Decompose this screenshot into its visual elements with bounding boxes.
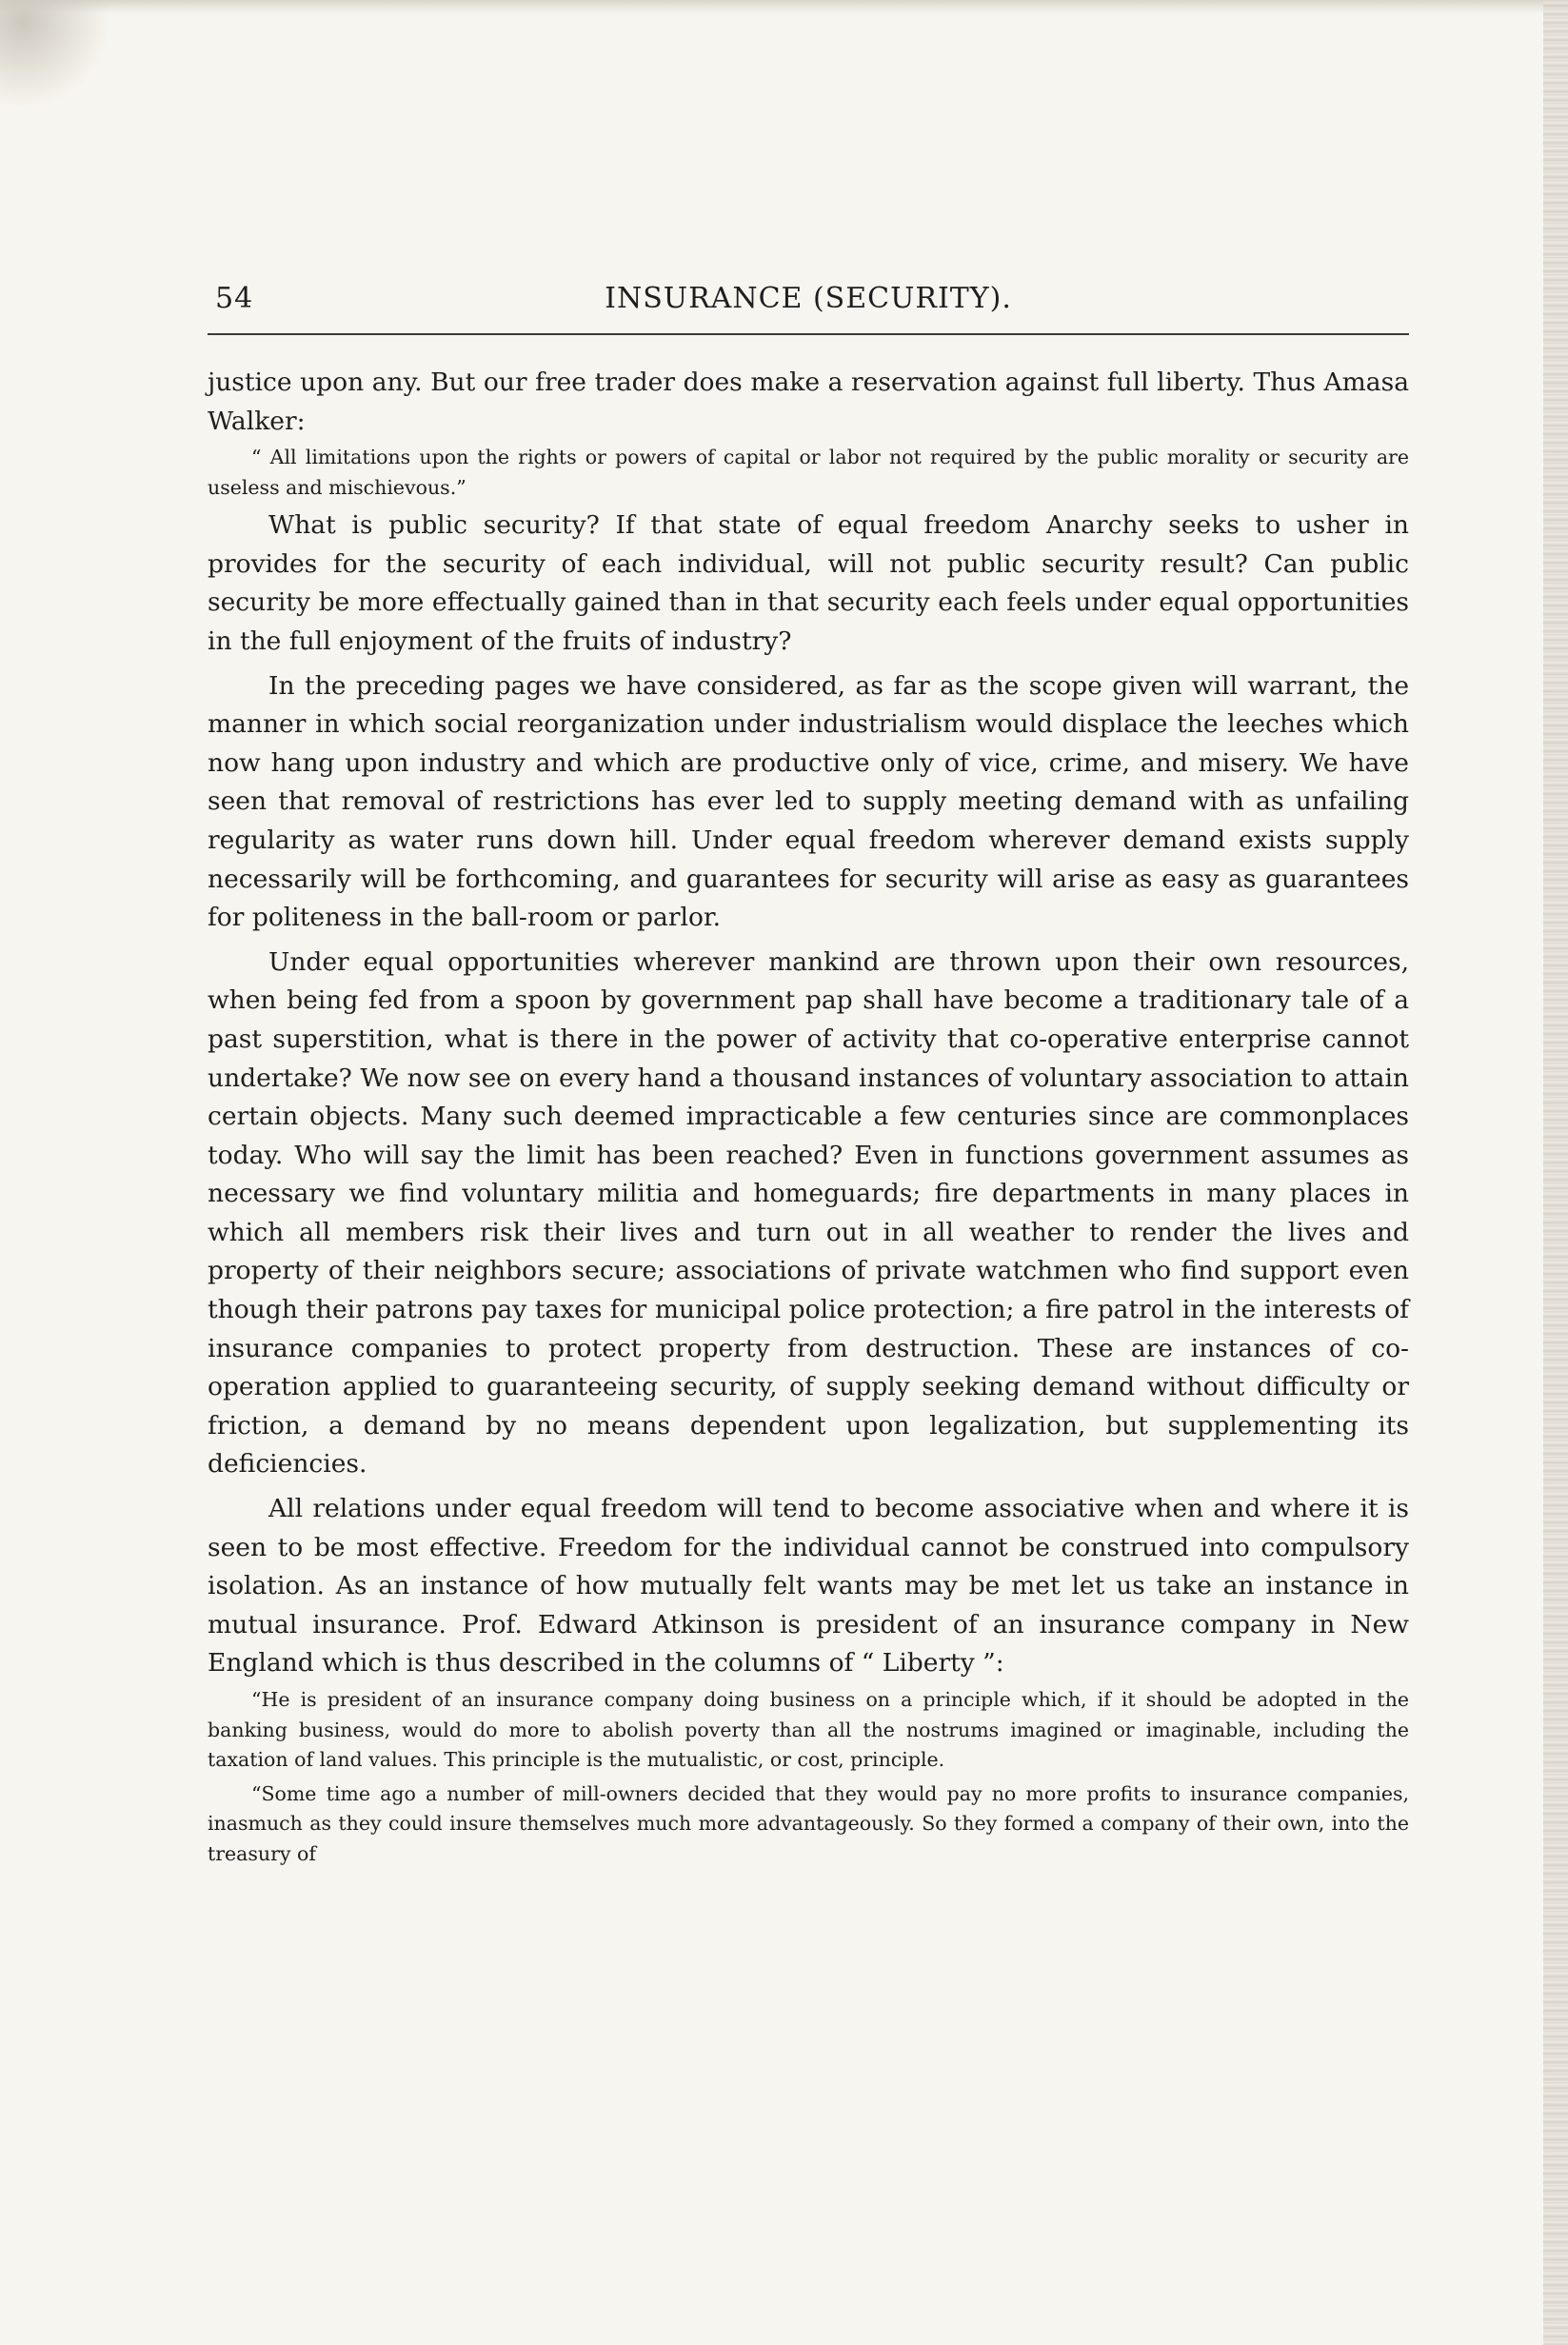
paragraph-equal-opportunities: Under equal opportunities wherever mankind are thrown upon their own resources, when being fed from a spoon by government pap shall have become a traditionary tale of a past superstition, what is there in the power of activity that co-operative enterprise cannot undertake? We now see on every hand a thousand instances of voluntary association to attain certain objects. Many such deemed impracticable a few centuries since are commonplaces today. Who will say the limit has been reached? Even in functions government assumes as necessary we find voluntary militia and homeguards; fire departments in many places in which all members risk their lives and turn out in all weather to render the lives and property of their neighbors secure; associations of private watchmen who find support even though their patrons pay taxes for municipal police protection; a fire patrol in the interests of insurance companies to protect property from destruction. These are instances of co-operation applied to guaranteeing security, of supply seeking demand without difficulty or friction, a demand by no means dependent upon legalization, but supplementing its deficiencies.	[208, 946, 1409, 1480]
paragraph-associative-relations: All relations under equal freedom will tend to become associative when and where it is seen to be most effective. Freedom for the individual cannot be construed into compulsory isolation. As an instance of how mutually felt wants may be met let us take an instance in mutual insurance. Prof. Edward Atkinson is president of an insurance company in New England which is thus described in the columns of “ Liberty ”:	[208, 1494, 1409, 1679]
header-rule	[208, 333, 1409, 335]
paragraph-continuation: justice upon any. But our free trader does make a reservation against full liberty. Thus Amasa Walker:	[208, 368, 1409, 436]
page-number: 54	[215, 282, 254, 315]
scan-top-shadow	[0, 0, 1568, 13]
book-page	[208, 276, 1409, 1873]
paragraph-preceding-pages: In the preceding pages we have considered, as far as the scope given will warrant, the manner in which social reorganization under industrialism would displace the leeches which now hang upon industry and which are productive only of vice, crime, and misery. We have seen that removal of restrictions has ever led to supply meeting demand with as unfailing regularity as water runs down hill. Under equal freedom wherever demand exists supply necessarily will be forthcoming, and guarantees for security will arise as easy as guarantees for politeness in the ball-room or parlor.	[208, 670, 1409, 933]
running-title: INSURANCE (SECURITY).	[605, 282, 1012, 315]
block-quote-mill-owners: “Some time ago a number of mill-owners decided that they would pay no more profits to insurance companies, inasmuch as they could insure themselves much more advantageously. So they formed a company of their own, into the treasury of	[208, 1781, 1409, 1865]
scan-corner-smudge	[0, 0, 114, 105]
page-header	[208, 276, 1409, 333]
block-quote-walker: “ All limitations upon the rights or powers of capital or labor not required by the public morality or security are useless and mischievous.”	[208, 446, 1409, 499]
block-quote-insurance-company: “He is president of an insurance company doing business on a principle which, if it should be adopted in the banking business, would do more to abolish poverty than all the nostrums imagined or imaginable, including the taxation of land values. This principle is the mutualistic, or cost, principle.	[208, 1688, 1409, 1771]
scan-page-edge	[1543, 0, 1568, 2345]
paragraph-public-security: What is public security? If that state of equal freedom Anarchy seeks to usher in provides for the security of each individual, will not public security result? Can public security be more effectually gained than in that security each feels under equal opportunities in the full enjoyment of the fruits of industry?	[208, 510, 1409, 656]
